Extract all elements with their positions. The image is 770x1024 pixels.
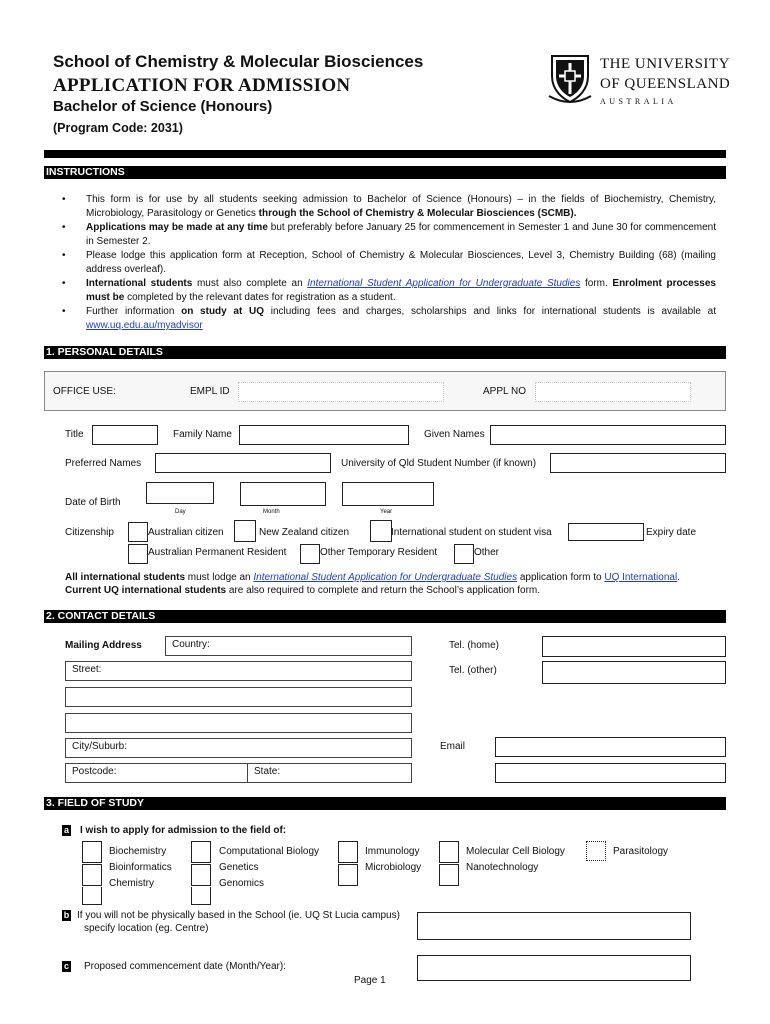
instruction-2: • Applications may be made at any time but preferably before January 25 for commencement in Semester 1 and June 30 for commencement in Semester 2. bbox=[60, 221, 716, 249]
empl-id-label: EMPL ID bbox=[190, 386, 230, 397]
parasitology-checkbox[interactable] bbox=[586, 841, 606, 861]
title-label: Title bbox=[65, 429, 84, 440]
dob-day-caption: Day bbox=[175, 509, 186, 515]
state-label: State: bbox=[254, 766, 281, 777]
temp-resident-checkbox[interactable] bbox=[300, 544, 320, 564]
page-number: Page 1 bbox=[354, 975, 386, 986]
section-b-marker: b bbox=[63, 910, 70, 920]
mailing-address-label: Mailing Address bbox=[65, 640, 142, 651]
comp-biology-checkbox[interactable] bbox=[191, 841, 211, 863]
address-line-2-input[interactable] bbox=[65, 687, 412, 707]
preferred-names-input[interactable] bbox=[155, 453, 331, 473]
intl-note-1: All international students must lodge an International Student Application for Undergraduate Studies application form to UQ International. bbox=[65, 572, 680, 583]
personal-details-heading: 1. PERSONAL DETAILS bbox=[44, 346, 726, 359]
instruction-4: • International students must also complete an International Student Application for Undergraduate Studies form. Enrolment processes must be completed by the relevant dates for registration as a student. bbox=[60, 277, 716, 305]
location-question-line2: specify location (eg. Centre) bbox=[84, 923, 209, 934]
mol-cell-biology-label: Molecular Cell Biology bbox=[466, 846, 565, 857]
instruction-1: • This form is for use by all students seeking admission to Bachelor of Science (Honours) – in the fields of Biochemistry, Chemistry, Microbiology, Parasitology or Genetics through the School of Chemistry & Molecular Biosciences (SCMB). bbox=[60, 193, 716, 221]
country-label: Country: bbox=[172, 639, 210, 650]
tel-home-label: Tel. (home) bbox=[449, 640, 500, 651]
logo-line3: AUSTRALIA bbox=[600, 97, 677, 106]
chemistry-checkbox[interactable] bbox=[82, 887, 102, 905]
form-title: APPLICATION FOR ADMISSION bbox=[53, 75, 351, 96]
dob-month-caption: Month bbox=[263, 509, 280, 515]
email-input-2[interactable] bbox=[495, 763, 726, 783]
location-input[interactable] bbox=[417, 912, 691, 940]
appl-no-field[interactable] bbox=[535, 382, 691, 402]
country-input[interactable] bbox=[165, 636, 412, 656]
tel-home-input[interactable] bbox=[542, 636, 726, 657]
comp-biology-label: Computational Biology bbox=[219, 846, 320, 857]
section-a-marker: a bbox=[63, 825, 69, 835]
perm-resident-checkbox[interactable] bbox=[128, 544, 148, 564]
intl-student-checkbox[interactable] bbox=[370, 520, 392, 542]
given-names-input[interactable] bbox=[490, 425, 726, 445]
city-label: City/Suburb: bbox=[72, 741, 128, 752]
microbiology-checkbox[interactable] bbox=[338, 864, 358, 886]
title-input[interactable] bbox=[92, 425, 158, 445]
intl-application-link-2[interactable]: International Student Application for Undergraduate Studies bbox=[253, 572, 518, 583]
postcode-input[interactable] bbox=[65, 763, 248, 783]
aus-citizen-checkbox[interactable] bbox=[128, 522, 148, 542]
nanotechnology-label: Nanotechnology bbox=[466, 862, 539, 873]
empl-id-field[interactable] bbox=[238, 382, 444, 402]
family-name-label: Family Name bbox=[173, 429, 232, 440]
intl-student-label: International student on student visa bbox=[391, 527, 552, 538]
given-names-label: Given Names bbox=[424, 429, 485, 440]
location-question-line1: If you will not be physically based in the School (ie. UQ St Lucia campus) bbox=[77, 910, 400, 921]
uq-number-input[interactable] bbox=[550, 453, 726, 473]
logo-line1: THE UNIVERSITY bbox=[600, 56, 730, 72]
immunology-label: Immunology bbox=[365, 846, 420, 857]
bioinformatics-label: Bioinformatics bbox=[109, 862, 172, 873]
microbiology-label: Microbiology bbox=[365, 862, 422, 873]
dob-day-input[interactable] bbox=[146, 482, 214, 504]
perm-resident-label: Australian Permanent Resident bbox=[148, 547, 287, 558]
expiry-date-input[interactable] bbox=[568, 523, 644, 541]
nanotechnology-checkbox[interactable] bbox=[439, 864, 459, 886]
instruction-3: • Please lodge this application form at Reception, School of Chemistry & Molecular Biosciences, Level 3, Chemistry Building (68) (mailing address overleaf). bbox=[60, 249, 716, 277]
address-line-3-input[interactable] bbox=[65, 713, 412, 733]
postcode-label: Postcode: bbox=[72, 766, 117, 777]
office-use-label: OFFICE USE: bbox=[53, 386, 116, 397]
parasitology-label: Parasitology bbox=[613, 846, 669, 857]
degree-title: Bachelor of Science (Honours) bbox=[53, 98, 273, 115]
uq-number-label: University of Qld Student Number (if known) bbox=[341, 458, 537, 469]
program-code: (Program Code: 2031) bbox=[53, 121, 183, 135]
myadvisor-link[interactable]: www.uq.edu.au/myadvisor bbox=[86, 320, 203, 331]
biochemistry-checkbox[interactable] bbox=[82, 841, 102, 863]
other-label: Other bbox=[474, 547, 500, 558]
dob-year-input[interactable] bbox=[342, 482, 434, 506]
email-label: Email bbox=[440, 741, 466, 752]
street-label: Street: bbox=[72, 664, 102, 675]
biochemistry-label: Biochemistry bbox=[109, 846, 167, 857]
mol-cell-biology-checkbox[interactable] bbox=[439, 841, 459, 863]
tel-other-label: Tel. (other) bbox=[449, 665, 497, 676]
nz-citizen-label: New Zealand citizen bbox=[259, 527, 350, 538]
uq-international-link[interactable]: UQ International bbox=[604, 572, 678, 583]
genomics-label: Genomics bbox=[219, 878, 265, 889]
commencement-input[interactable] bbox=[417, 955, 691, 981]
email-input[interactable] bbox=[495, 737, 726, 757]
section-c-marker: c bbox=[63, 961, 69, 971]
dob-year-caption: Year bbox=[380, 509, 393, 515]
field-of-study-heading: 3. FIELD OF STUDY bbox=[44, 797, 726, 810]
instruction-5: • Further information on study at UQ including fees and charges, scholarships and links for international students is available at www.uq.edu.au/myadvisor bbox=[60, 305, 716, 333]
immunology-checkbox[interactable] bbox=[338, 841, 358, 863]
dob-label: Date of Birth bbox=[65, 497, 121, 508]
tel-other-input[interactable] bbox=[542, 661, 726, 684]
header-divider bbox=[44, 150, 726, 158]
school-name: School of Chemistry & Molecular Biosciences bbox=[53, 52, 424, 71]
expiry-date-label: Expiry date bbox=[646, 527, 697, 538]
nz-citizen-checkbox[interactable] bbox=[234, 520, 256, 542]
family-name-input[interactable] bbox=[239, 425, 409, 445]
instructions-list bbox=[60, 193, 716, 333]
intl-note-2: Current UQ international students are also required to complete and return the School’s application form. bbox=[65, 585, 541, 596]
chemistry-label: Chemistry bbox=[109, 878, 155, 889]
state-input[interactable] bbox=[247, 763, 412, 783]
city-input[interactable] bbox=[65, 738, 412, 758]
instructions-heading: INSTRUCTIONS bbox=[44, 166, 726, 179]
preferred-names-label: Preferred Names bbox=[65, 458, 142, 469]
aus-citizen-label: Australian citizen bbox=[148, 527, 224, 538]
citizenship-label: Citizenship bbox=[65, 527, 114, 538]
field-apply-label: I wish to apply for admission to the field of: bbox=[80, 825, 287, 836]
bioinformatics-checkbox[interactable] bbox=[82, 864, 102, 886]
commencement-label: Proposed commencement date (Month/Year): bbox=[84, 961, 286, 972]
genomics-checkbox[interactable] bbox=[191, 887, 211, 905]
genetics-checkbox[interactable] bbox=[191, 864, 211, 886]
street-input[interactable] bbox=[65, 661, 412, 681]
dob-month-input[interactable] bbox=[240, 482, 326, 506]
genetics-label: Genetics bbox=[219, 862, 259, 873]
logo-line2: OF QUEENSLAND bbox=[600, 76, 731, 92]
appl-no-label: APPL NO bbox=[483, 386, 526, 397]
uq-crest-icon bbox=[548, 54, 592, 104]
temp-resident-label: Other Temporary Resident bbox=[320, 547, 438, 558]
other-checkbox[interactable] bbox=[454, 544, 474, 564]
contact-details-heading: 2. CONTACT DETAILS bbox=[44, 610, 726, 623]
intl-application-link[interactable]: International Student Application for Undergraduate Studies bbox=[307, 278, 581, 289]
